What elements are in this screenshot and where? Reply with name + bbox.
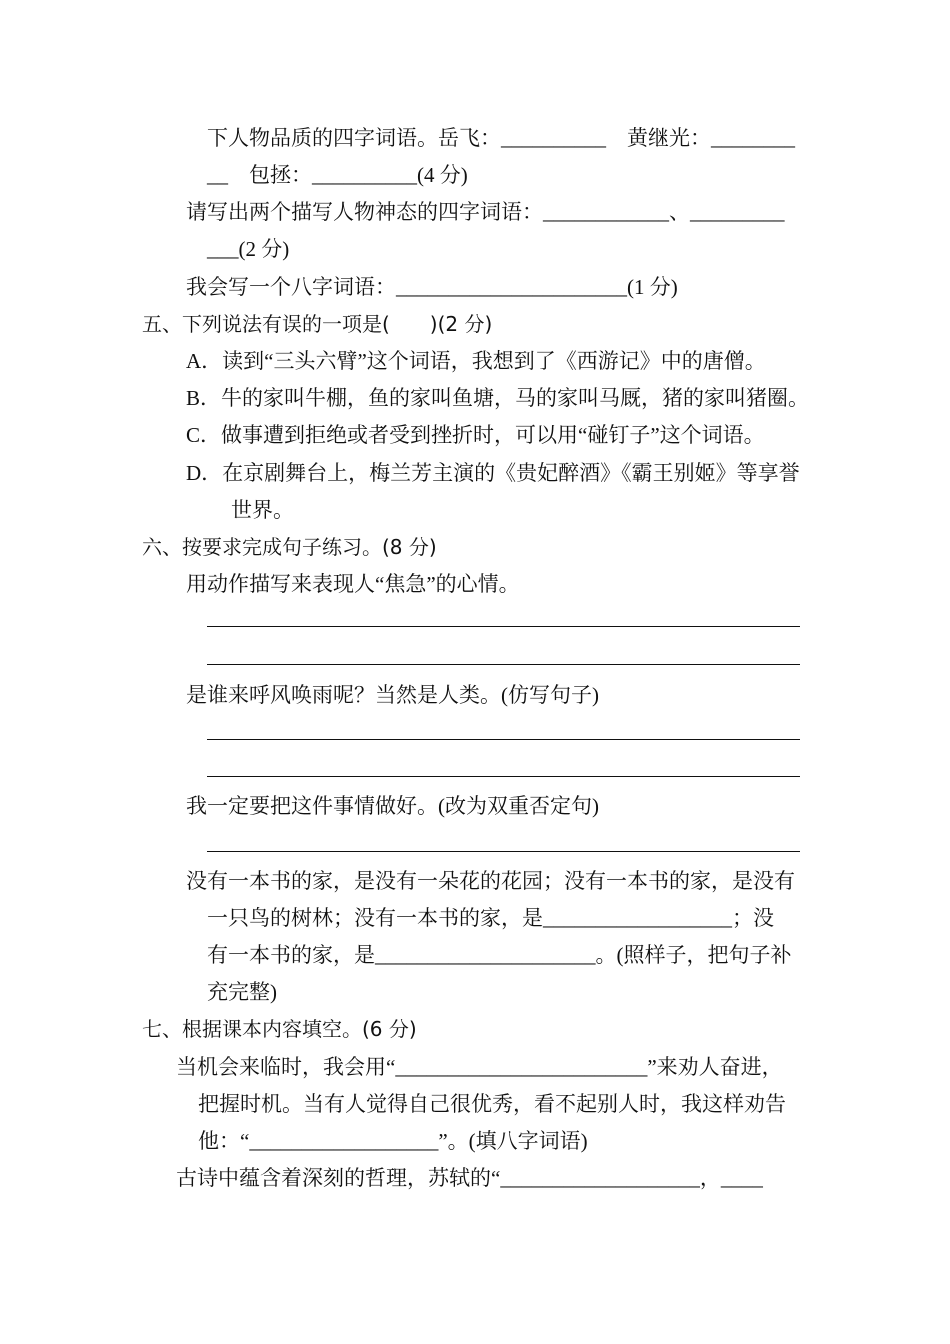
answer-line xyxy=(207,776,800,777)
text-line: ___(2 分) xyxy=(207,237,290,261)
text-line: 我会写一个八字词语：______________________(1 分) xyxy=(186,275,678,299)
section-heading: 六、按要求完成句子练习。(8 分) xyxy=(142,535,437,559)
text-line: 他：“__________________”。(填八字词语) xyxy=(198,1129,588,1153)
section-heading: 五、下列说法有误的一项是( )(2 分) xyxy=(142,312,493,336)
option-c: C．做事遭到拒绝或者受到挫折时，可以用“碰钉子”这个词语。 xyxy=(186,423,765,447)
option-a: A．读到“三头六臂”这个词语，我想到了《西游记》中的唐僧。 xyxy=(186,349,766,373)
answer-line xyxy=(207,626,800,627)
text-line: 古诗中蕴含着深刻的哲理，苏轼的“___________________，____ xyxy=(176,1166,763,1190)
text-line: 世界。 xyxy=(231,498,294,522)
answer-line xyxy=(207,851,800,852)
text-line: 一只鸟的树林；没有一本书的家，是__________________；没 xyxy=(207,906,774,930)
option-b: B．牛的家叫牛棚，鱼的家叫鱼塘，马的家叫马厩，猪的家叫猪圈。 xyxy=(186,386,810,410)
text-line: 没有一本书的家，是没有一朵花的花园；没有一本书的家，是没有 xyxy=(186,869,795,893)
text-line: 用动作描写来表现人“焦急”的心情。 xyxy=(186,572,520,596)
text-line: 把握时机。当有人觉得自己很优秀，看不起别人时，我这样劝告 xyxy=(198,1092,786,1116)
text-line: 充完整) xyxy=(207,980,277,1004)
answer-line xyxy=(207,664,800,665)
text-line: 是谁来呼风唤雨呢？当然是人类。(仿写句子) xyxy=(186,683,599,707)
text-line: 请写出两个描写人物神态的四字词语：____________、_________ xyxy=(186,200,785,224)
text-line: 有一本书的家，是_____________________。(照样子，把句子补 xyxy=(207,943,792,967)
section-heading: 七、根据课本内容填空。(6 分) xyxy=(142,1017,417,1041)
text-line: 当机会来临时，我会用“________________________”来劝人奋进， xyxy=(176,1055,783,1079)
answer-line xyxy=(207,739,800,740)
text-line: __ 包拯：__________(4 分) xyxy=(207,163,468,187)
option-d: D．在京剧舞台上，梅兰芳主演的《贵妃醉酒》《霸王别姬》等享誉 xyxy=(186,461,800,485)
text-line: 下人物品质的四字词语。岳飞：__________ 黄继光：________ xyxy=(207,126,795,150)
text-line: 我一定要把这件事情做好。(改为双重否定句) xyxy=(186,794,599,818)
